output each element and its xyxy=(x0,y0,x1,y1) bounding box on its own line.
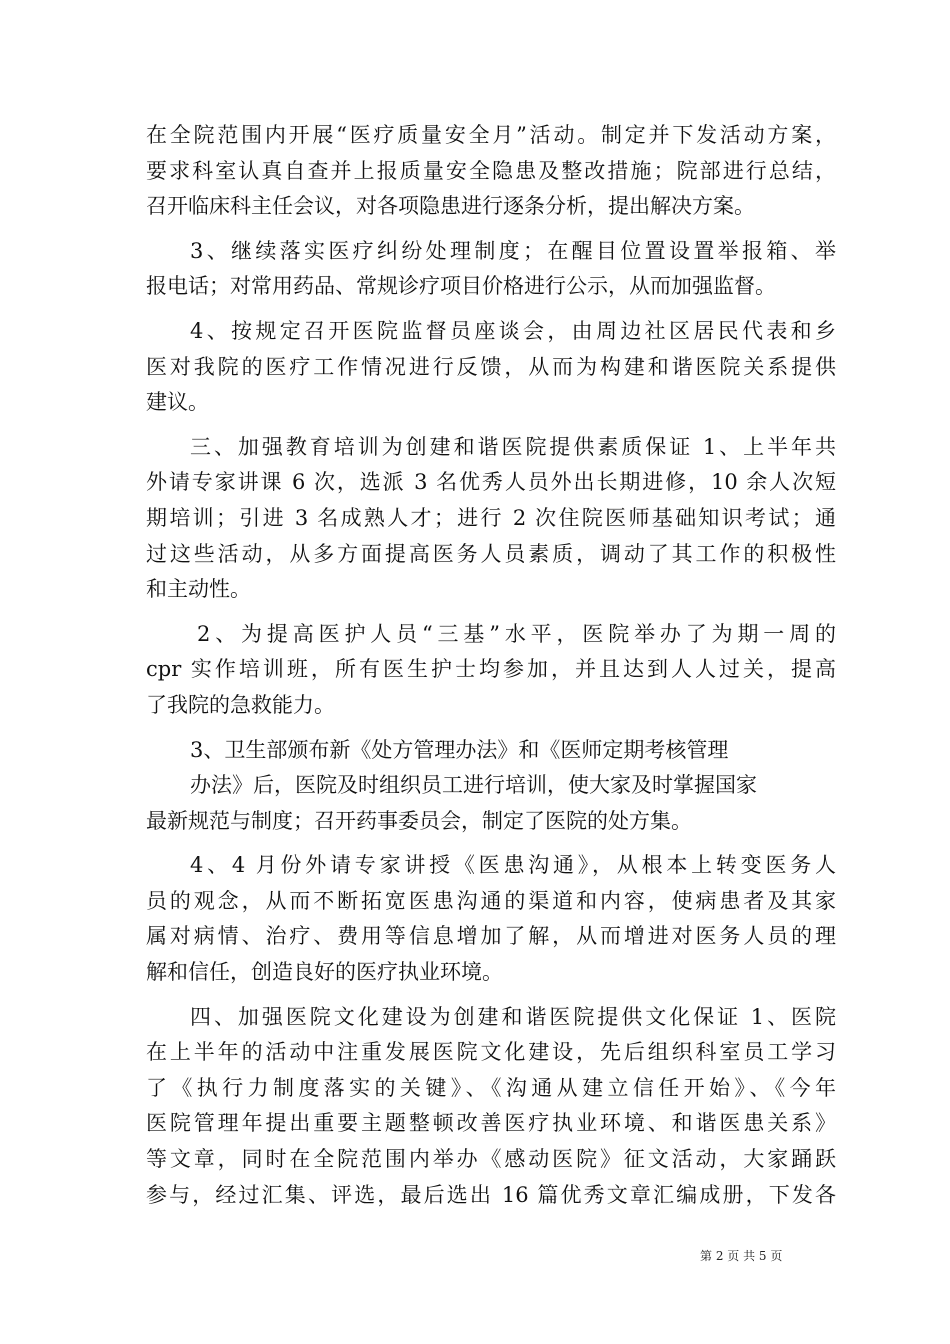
text-line: 外请专家讲课 6 次，选派 3 名优秀人员外出长期进修，10 余人次短 xyxy=(146,470,836,495)
text-line: 4、4 月份外请专家讲授《医患沟通》，从根本上转变医务人 xyxy=(190,853,836,878)
text-line: 3、卫生部颁布新《处方管理办法》和《医师定期考核管理 xyxy=(190,737,729,762)
text-line: 过这些活动，从多方面提高医务人员素质，调动了其工作的积极性 xyxy=(146,541,836,566)
text-line: 员的观念，从而不断拓宽医患沟通的渠道和内容，使病患者及其家 xyxy=(146,888,836,913)
text-line: 解和信任，创造良好的医疗执业环境。 xyxy=(146,960,503,985)
paragraph-communication-lecture xyxy=(146,848,836,990)
text-line: 了《执行力制度落实的关键》、《沟通从建立信任开始》、《今年 xyxy=(146,1075,836,1100)
text-line: 期培训；引进 3 名成熟人才；进行 2 次住院医师基础知识考试；通 xyxy=(146,505,836,530)
text-line: 2、为提高医护人员“三基”水平，医院举办了为期一周的 xyxy=(197,621,836,646)
text-line: 报电话；对常用药品、常规诊疗项目价格进行公示，从而加强监督。 xyxy=(146,274,776,299)
text-line: 三、加强教育培训为创建和谐医院提供素质保证 1、上半年共 xyxy=(190,434,836,459)
paragraph-quality-month xyxy=(146,118,836,225)
text-line: 最新规范与制度；召开药事委员会，制定了医院的处方集。 xyxy=(146,808,692,833)
paragraph-section-four xyxy=(146,1000,836,1214)
paragraph-cpr-training xyxy=(146,617,836,724)
paragraph-prescription-rules xyxy=(146,733,836,840)
text-line: 在上半年的活动中注重发展医院文化建设，先后组织科室员工学习 xyxy=(146,1040,836,1065)
text-line: 医对我院的医疗工作情况进行反馈，从而为构建和谐医院关系提供 xyxy=(146,354,836,379)
paragraph-dispute-handling xyxy=(146,234,836,305)
paragraph-section-three xyxy=(146,430,836,608)
document-body xyxy=(146,118,836,1213)
paragraph-supervisor-meeting xyxy=(146,314,836,421)
page-number: 第 2 页 共 5 页 xyxy=(700,1249,783,1263)
text-line: 等文章，同时在全院范围内举办《感动医院》征文活动，大家踊跃 xyxy=(146,1147,836,1172)
text-line: 要求科室认真自查并上报质量安全隐患及整改措施；院部进行总结， xyxy=(146,158,836,183)
text-line: 参与，经过汇集、评选，最后选出 16 篇优秀文章汇编成册，下发各 xyxy=(146,1182,836,1207)
text-line: 召开临床科主任会议，对各项隐患进行逐条分析，提出解决方案。 xyxy=(146,194,755,219)
text-line: 在全院范围内开展“医疗质量安全月”活动。制定并下发活动方案， xyxy=(146,123,836,147)
text-line: 了我院的急救能力。 xyxy=(146,692,335,717)
text-line: 4、按规定召开医院监督员座谈会，由周边社区居民代表和乡 xyxy=(190,318,836,343)
text-line: 和主动性。 xyxy=(146,577,251,602)
text-line: 医院管理年提出重要主题整顿改善医疗执业环境、和谐医患关系》 xyxy=(146,1111,836,1136)
text-line: 办法》后，医院及时组织员工进行培训，使大家及时掌握国家 xyxy=(190,773,757,798)
text-line: 建议。 xyxy=(146,390,209,415)
text-line: cpr 实作培训班，所有医生护士均参加，并且达到人人过关，提高 xyxy=(146,657,836,682)
text-line: 属对病情、治疗、费用等信息增加了解，从而增进对医务人员的理 xyxy=(146,924,836,949)
text-line: 3、继续落实医疗纠纷处理制度；在醒目位置设置举报箱、举 xyxy=(190,238,836,263)
text-line: 四、加强医院文化建设为创建和谐医院提供文化保证 1、医院 xyxy=(190,1004,836,1029)
